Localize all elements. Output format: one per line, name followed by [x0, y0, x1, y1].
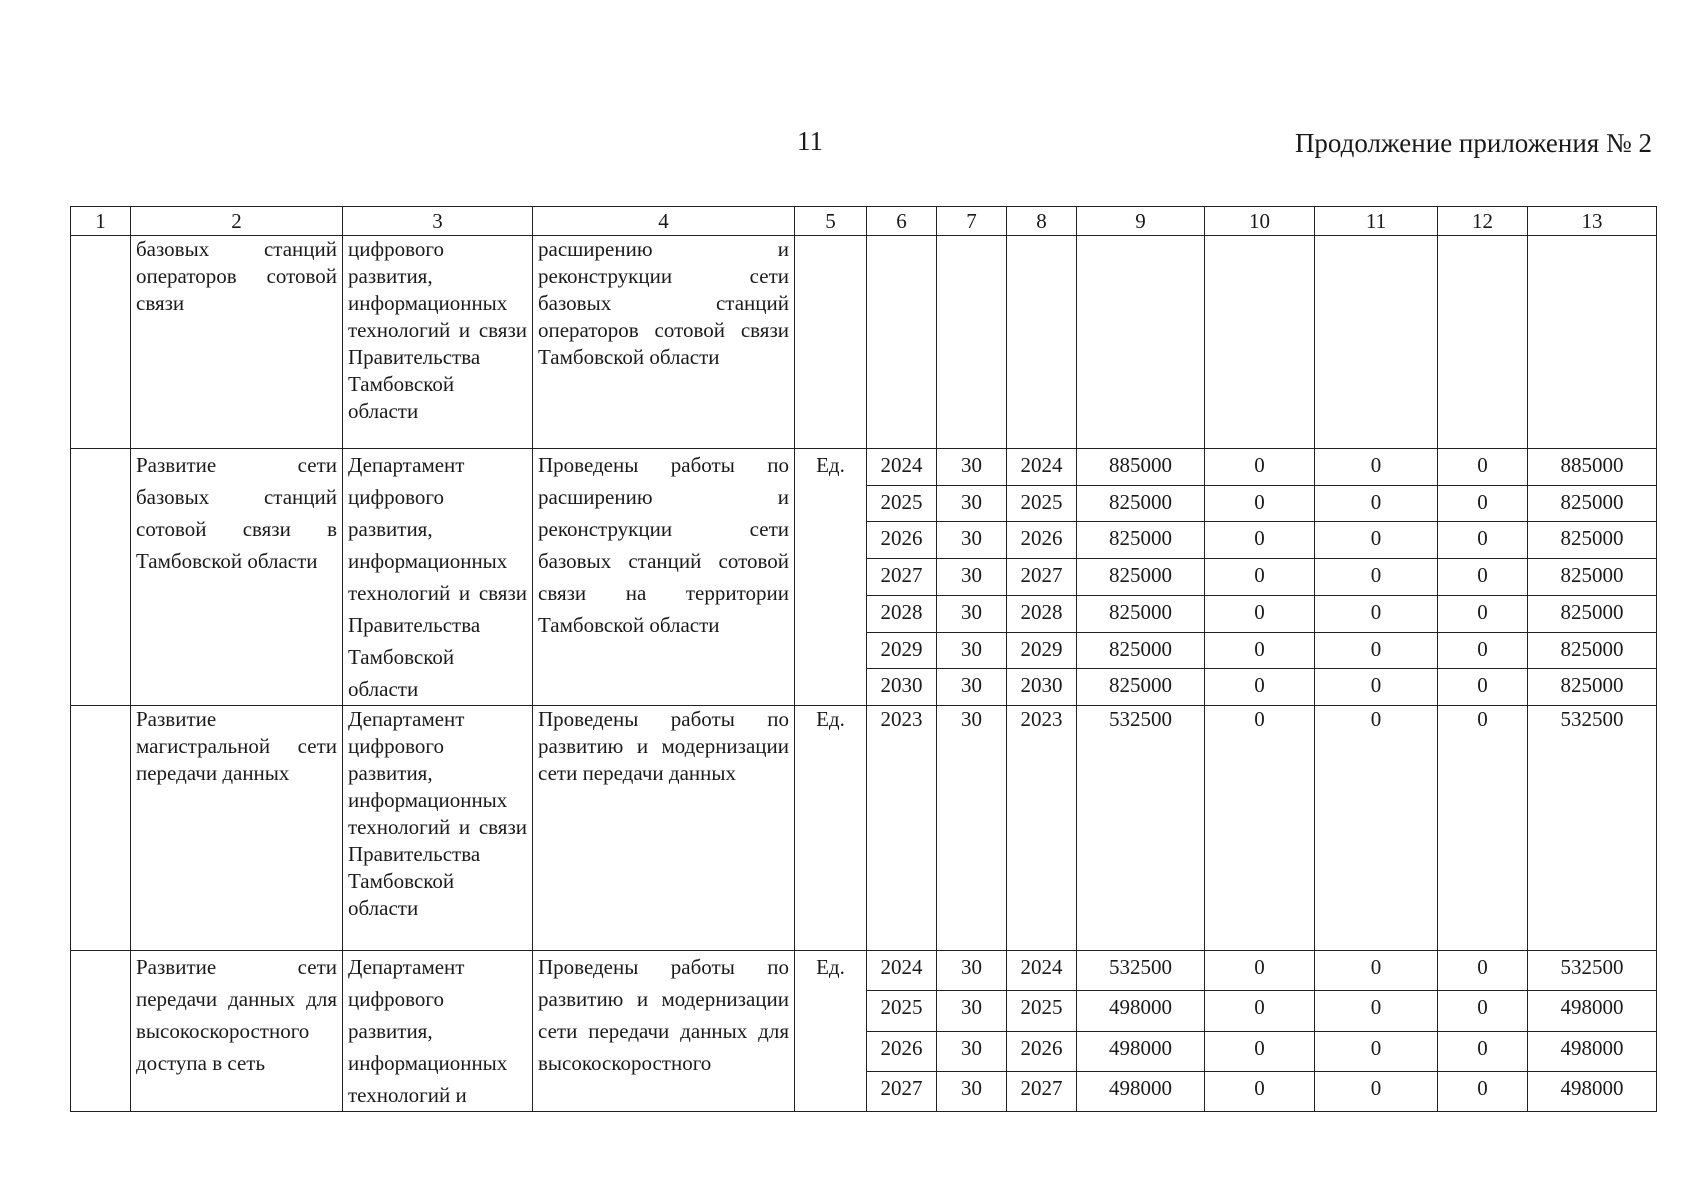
amount-cell: 0	[1205, 1071, 1315, 1111]
amount-cell: 825000	[1077, 669, 1205, 706]
executor-cell: Департамент цифрового развития, информационных технологий и	[343, 951, 533, 1112]
total-cell: 532500	[1528, 951, 1657, 991]
row-number-cell	[71, 706, 131, 951]
total-cell: 498000	[1528, 1031, 1657, 1071]
table-row	[71, 706, 1657, 951]
year-cell: 2029	[867, 632, 937, 669]
activity-name-cell: базовых станций операторов сотовой связи	[131, 236, 343, 449]
column-header: 9	[1077, 207, 1205, 236]
row-number-cell	[71, 236, 131, 449]
amount-cell: 0	[1205, 595, 1315, 632]
amount-cell: 0	[1205, 669, 1315, 706]
amount-cell: 0	[1438, 522, 1528, 559]
amount-cell: 532500	[1077, 706, 1205, 951]
value-cell: 30	[937, 951, 1007, 991]
amount-cell: 0	[1438, 1031, 1528, 1071]
amount-cell: 0	[1315, 951, 1438, 991]
amount-cell: 0	[1438, 669, 1528, 706]
amount-cell: 498000	[1077, 991, 1205, 1031]
amount-cell: 0	[1315, 449, 1438, 486]
empty-cell	[937, 236, 1007, 449]
year-cell: 2023	[1007, 706, 1077, 951]
column-header: 3	[343, 207, 533, 236]
total-cell: 825000	[1528, 669, 1657, 706]
column-header: 2	[131, 207, 343, 236]
activity-name-cell: Развитие магистральной сети передачи данных	[131, 706, 343, 951]
value-cell: 30	[937, 1031, 1007, 1071]
column-header: 4	[533, 207, 795, 236]
year-cell: 2025	[867, 991, 937, 1031]
value-cell: 30	[937, 632, 1007, 669]
amount-cell: 0	[1315, 1071, 1438, 1111]
amount-cell: 885000	[1077, 449, 1205, 486]
amount-cell: 498000	[1077, 1071, 1205, 1111]
amount-cell: 0	[1205, 632, 1315, 669]
amount-cell: 825000	[1077, 632, 1205, 669]
total-cell: 825000	[1528, 632, 1657, 669]
amount-cell: 0	[1315, 559, 1438, 596]
year-cell: 2027	[1007, 1071, 1077, 1111]
amount-cell: 0	[1205, 522, 1315, 559]
executor-cell: Департамент цифрового развития, информационных технологий и связи Правительства Тамбовской области	[343, 449, 533, 706]
table-row	[71, 951, 1657, 991]
executor-cell: цифрового развития, информационных технологий и связи Правительства Тамбовской области	[343, 236, 533, 449]
empty-cell	[867, 236, 937, 449]
year-cell: 2026	[867, 1031, 937, 1071]
year-cell: 2026	[867, 522, 937, 559]
column-header: 12	[1438, 207, 1528, 236]
year-cell: 2025	[1007, 991, 1077, 1031]
result-cell: Проведены работы по развитию и модернизации сети передачи данных	[533, 706, 795, 951]
amount-cell: 825000	[1077, 485, 1205, 522]
amount-cell: 825000	[1077, 559, 1205, 596]
amount-cell: 0	[1205, 991, 1315, 1031]
amount-cell: 0	[1438, 449, 1528, 486]
column-header: 10	[1205, 207, 1315, 236]
year-cell: 2026	[1007, 522, 1077, 559]
unit-cell: Ед.	[795, 449, 867, 706]
activity-name-cell: Развитие сети базовых станций сотовой связи в Тамбовской области	[131, 449, 343, 706]
empty-cell	[1205, 236, 1315, 449]
column-number-row	[71, 207, 1657, 236]
amount-cell: 0	[1315, 669, 1438, 706]
amount-cell: 0	[1438, 1071, 1528, 1111]
column-header: 11	[1315, 207, 1438, 236]
column-header: 6	[867, 207, 937, 236]
amount-cell: 0	[1315, 595, 1438, 632]
amount-cell: 0	[1438, 595, 1528, 632]
total-cell: 498000	[1528, 1071, 1657, 1111]
year-cell: 2024	[867, 951, 937, 991]
amount-cell: 0	[1315, 485, 1438, 522]
amount-cell: 0	[1315, 522, 1438, 559]
year-cell: 2024	[867, 449, 937, 486]
amount-cell: 0	[1205, 485, 1315, 522]
empty-cell	[1528, 236, 1657, 449]
year-cell: 2023	[867, 706, 937, 951]
total-cell: 885000	[1528, 449, 1657, 486]
value-cell: 30	[937, 1071, 1007, 1111]
activities-table	[70, 206, 1657, 1112]
empty-cell	[1438, 236, 1528, 449]
value-cell: 30	[937, 485, 1007, 522]
total-cell: 498000	[1528, 991, 1657, 1031]
empty-cell	[1077, 236, 1205, 449]
amount-cell: 0	[1205, 1031, 1315, 1071]
column-header: 1	[71, 207, 131, 236]
amount-cell: 498000	[1077, 1031, 1205, 1071]
amount-cell: 0	[1205, 951, 1315, 991]
executor-cell: Департамент цифрового развития, информационных технологий и связи Правительства Тамбовской области	[343, 706, 533, 951]
appendix-note: Продолжение приложения № 2	[1294, 128, 1652, 158]
amount-cell: 0	[1205, 706, 1315, 951]
empty-cell	[1315, 236, 1438, 449]
year-cell: 2026	[1007, 1031, 1077, 1071]
year-cell: 2025	[867, 485, 937, 522]
unit-cell: Ед.	[795, 706, 867, 951]
row-number-cell	[71, 951, 131, 1112]
amount-cell: 0	[1315, 991, 1438, 1031]
table-row	[71, 449, 1657, 486]
unit-cell: Ед.	[795, 951, 867, 1112]
value-cell: 30	[937, 449, 1007, 486]
amount-cell: 0	[1205, 449, 1315, 486]
total-cell: 825000	[1528, 485, 1657, 522]
year-cell: 2027	[867, 1071, 937, 1111]
activity-name-cell: Развитие сети передачи данных для высокоскоростного доступа в сеть	[131, 951, 343, 1112]
column-header: 13	[1528, 207, 1657, 236]
year-cell: 2028	[867, 595, 937, 632]
result-cell: Проведены работы по расширению и реконструкции сети базовых станций сотовой связи на территории Тамбовской области	[533, 449, 795, 706]
row-number-cell	[71, 449, 131, 706]
amount-cell: 825000	[1077, 522, 1205, 559]
year-cell: 2024	[1007, 449, 1077, 486]
value-cell: 30	[937, 522, 1007, 559]
result-cell: расширению и реконструкции сети базовых станций операторов сотовой связи Тамбовской области	[533, 236, 795, 449]
year-cell: 2027	[1007, 559, 1077, 596]
amount-cell: 0	[1438, 485, 1528, 522]
column-header: 8	[1007, 207, 1077, 236]
amount-cell: 0	[1438, 706, 1528, 951]
page-number: 11	[797, 126, 823, 156]
amount-cell: 0	[1205, 559, 1315, 596]
amount-cell: 0	[1438, 559, 1528, 596]
total-cell: 825000	[1528, 559, 1657, 596]
year-cell: 2028	[1007, 595, 1077, 632]
table-row	[71, 236, 1657, 449]
value-cell: 30	[937, 706, 1007, 951]
value-cell: 30	[937, 595, 1007, 632]
empty-cell	[1007, 236, 1077, 449]
column-header: 5	[795, 207, 867, 236]
amount-cell: 0	[1438, 951, 1528, 991]
amount-cell: 0	[1315, 632, 1438, 669]
amount-cell: 0	[1315, 1031, 1438, 1071]
total-cell: 532500	[1528, 706, 1657, 951]
total-cell: 825000	[1528, 522, 1657, 559]
value-cell: 30	[937, 559, 1007, 596]
value-cell: 30	[937, 669, 1007, 706]
total-cell: 825000	[1528, 595, 1657, 632]
amount-cell: 532500	[1077, 951, 1205, 991]
year-cell: 2027	[867, 559, 937, 596]
year-cell: 2030	[1007, 669, 1077, 706]
column-header: 7	[937, 207, 1007, 236]
amount-cell: 0	[1438, 632, 1528, 669]
amount-cell: 0	[1315, 706, 1438, 951]
amount-cell: 0	[1438, 991, 1528, 1031]
year-cell: 2025	[1007, 485, 1077, 522]
result-cell: Проведены работы по развитию и модернизации сети передачи данных для высокоскоростного	[533, 951, 795, 1112]
year-cell: 2030	[867, 669, 937, 706]
unit-cell	[795, 236, 867, 449]
value-cell: 30	[937, 991, 1007, 1031]
amount-cell: 825000	[1077, 595, 1205, 632]
year-cell: 2024	[1007, 951, 1077, 991]
year-cell: 2029	[1007, 632, 1077, 669]
